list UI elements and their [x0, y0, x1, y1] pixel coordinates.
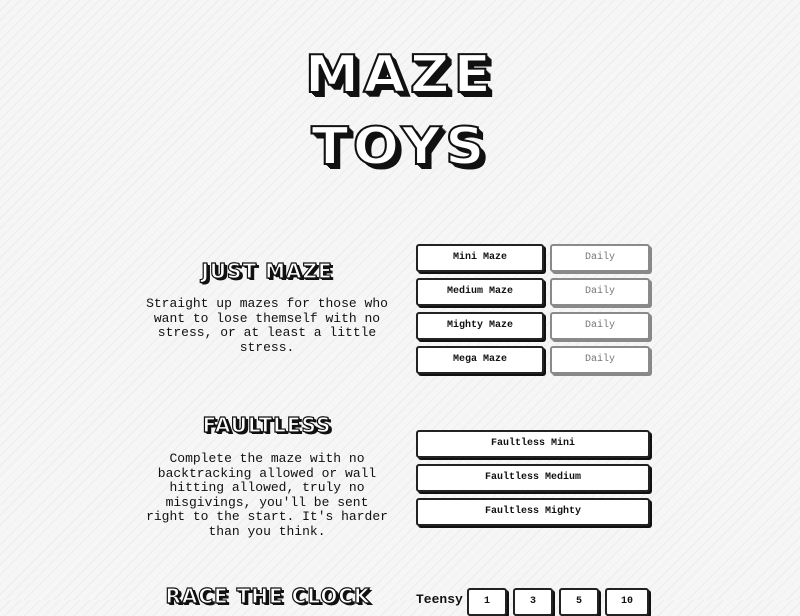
logo-line-1: MAZE	[304, 45, 496, 105]
medium-maze-button[interactable]: Medium Maze	[416, 278, 544, 306]
race-1-button[interactable]: 1	[467, 588, 507, 616]
teensy-label: Teensy	[416, 592, 463, 607]
faultless-medium-button[interactable]: Faultless Medium	[416, 464, 650, 492]
mini-maze-button[interactable]: Mini Maze	[416, 244, 544, 272]
mega-maze-daily-button[interactable]: Daily	[550, 346, 650, 374]
race-3-button[interactable]: 3	[513, 588, 553, 616]
race-the-clock-title: RACE THE CLOCK	[165, 584, 371, 608]
medium-maze-daily-button[interactable]: Daily	[550, 278, 650, 306]
race-10-button[interactable]: 10	[605, 588, 649, 616]
faultless-mighty-button[interactable]: Faultless Mighty	[416, 498, 650, 526]
faultless-mini-button[interactable]: Faultless Mini	[416, 430, 650, 458]
logo-line-2: TOYS	[311, 117, 489, 177]
mega-maze-button[interactable]: Mega Maze	[416, 346, 544, 374]
mini-maze-daily-button[interactable]: Daily	[550, 244, 650, 272]
just-maze-title: JUST MAZE	[201, 259, 333, 283]
faultless-title: FAULTLESS	[202, 413, 332, 437]
mighty-maze-daily-button[interactable]: Daily	[550, 312, 650, 340]
race-5-button[interactable]: 5	[559, 588, 599, 616]
just-maze-description: Straight up mazes for those who want to lose themself with no stress, or at least a little stress.	[146, 296, 388, 355]
faultless-description: Complete the maze with no backtracking allowed or wall hitting allowed, truly no misgivings, you'll be sent right to the start. It's harder than you think.	[146, 451, 388, 539]
mighty-maze-button[interactable]: Mighty Maze	[416, 312, 544, 340]
